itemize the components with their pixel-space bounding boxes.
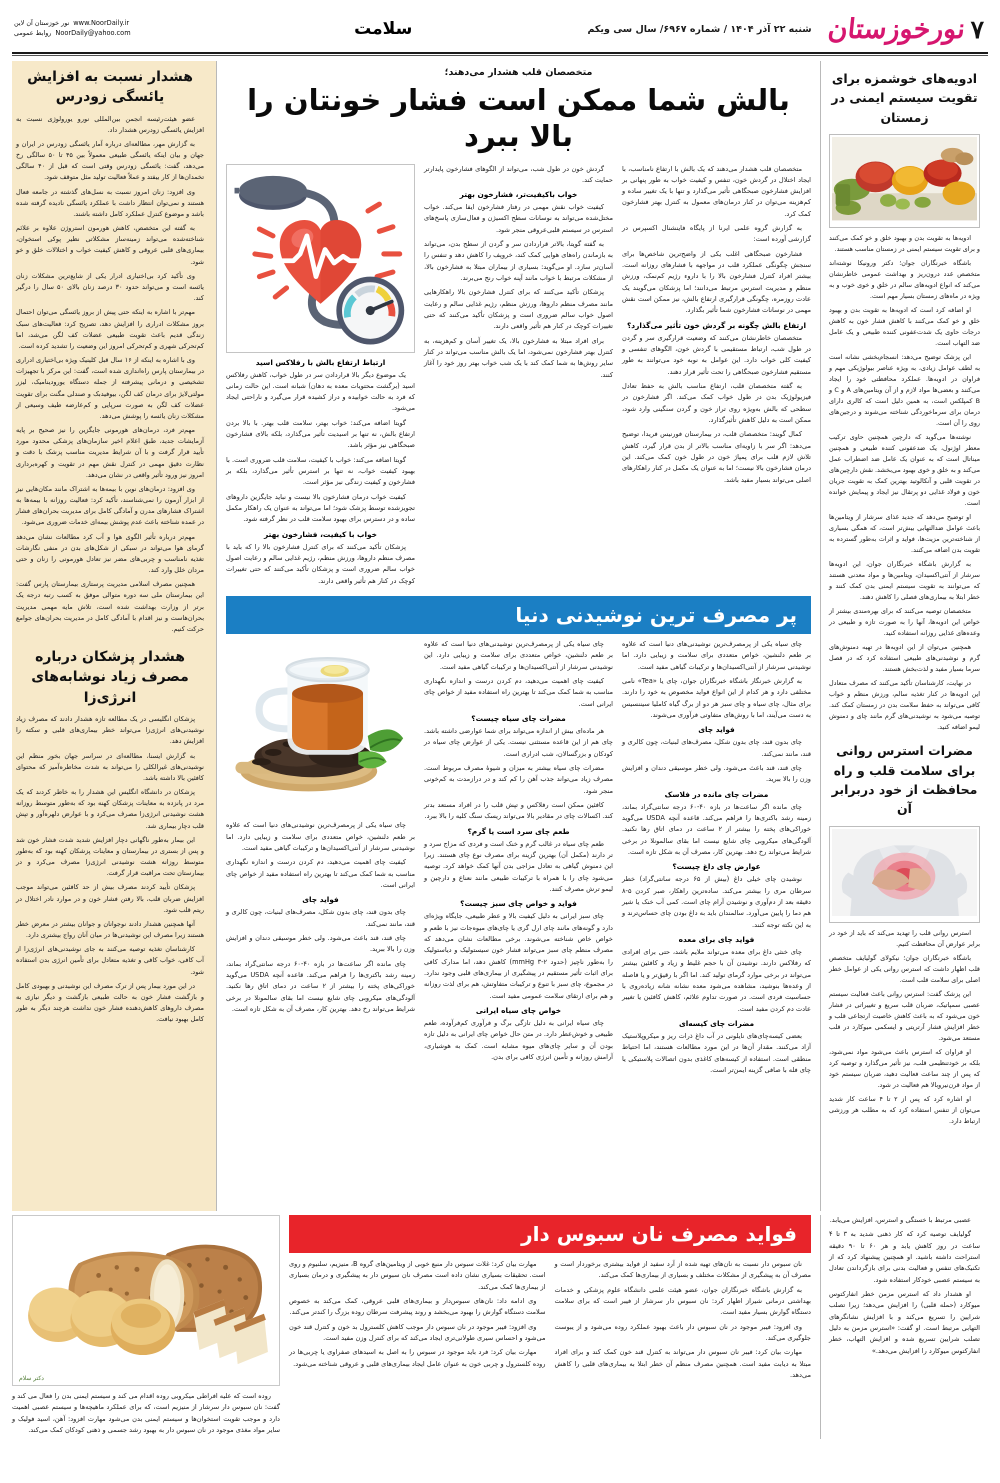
paragraph: پزشکان تأکید می‌کنند که برای کنترل فشارخون بالا راهکارهایی مانند مصرف منظم داروها، ورزش منظم، رژیم غذایی سالم و رعایت اصول خواب سالم ضروری است و پزشکان تأکید می‌کنند که حتی تغییرات کوچک در کنار هم تأثیر واقعی دارند.: [424, 288, 613, 331]
paragraph: نان سبوس دار نسبت به نان‌های تهیه شده از آرد سفید از فواید بیشتری برخوردار است و مصرف آن به پیشگیری از مشکلات مختلف و بسیاری از بیماری‌ها کمک می‌کند.: [554, 1260, 811, 1280]
paragraph: گویتا اضافه می‌کند: خواب بهتر، سلامت قلب بهتر. با بالا بردن ارتفاع بالش، نه تنها بر اسیدیت تأثیر می‌گذارد، بلکه بالای فشارخون صبحگاهی نیز مؤثر باشد.: [226, 418, 415, 450]
paragraph: به گزارش باشگاه خبرنگاران جوان، این ادویه‌ها سرشار از آنتی‌اکسیدان، ویتامین‌ها و مواد معدنی هستند که می‌توانند به تقویت سیستم ایمنی بدن کمک کنند و خطر ابتلا به بیماری‌های فصلی را کاهش دهند.: [829, 559, 980, 601]
subheading-tea-benefits-dup: فواید چای: [302, 895, 339, 905]
paragraph: نوشیدن چای خیلی داغ (بیش از ۶۵ درجه سانتی‌گراد) خطر سرطان مری را بیشتر می‌کند. ساده‌ترین راهکار، صبر کردن ۵-۸ دقیقه بعد از دم‌آوری و نوشیدن آرام چای است. کمی آب خنک یا شیر هم دما را پایین می‌آورد. سالمندان باید به داغ بودن چای حساس‌ترند و به این نکته توجه کنند.: [622, 875, 811, 929]
paragraph: چای بدون قند، چای بدون شکل، مصرف‌های لبنیات، چون کالری و قند، مانند نمی‌کند.: [226, 908, 415, 928]
paragraph: چای مانده اگر ساعت‌ها در بازه ۴۰-۶۰ درجه سانتی‌گراد بماند، زمینه رشد باکتری‌ها را فراهم می‌کند. قاعده آنچه USDA می‌گوید خوراکی‌های پخته را بیشتر از ۲ ساعت در دمای اتاق رها نکنید. آلودگی‌های میکروبی چای شایع نیست اما بقای سالمونلا در برخی شرایط می‌تواند رخ دهد. بهترین کار، مصرف آن به شکل تازه است.: [226, 959, 415, 1013]
paragraph: به گفته گویتا، بالاتر قراردادن سر و گردن از سطح بدن، می‌تواند به بازماندن راه‌های هوایی کمک کند، خروپف را کاهش دهد و تنفس را آسان‌تر سازد. او می‌گوید: بسیاری از بیماران مبتلا به فشارخون بالا، از مشکلات مرتبط با خواب مانند آپنه خواب رنج می‌برند.: [424, 240, 613, 283]
paragraph: یک موضوع دیگر بالا قراردادن سر در طول خواب، کاهش رفلاکس اسید (برگشت محتویات معده به دهان) شبانه است. این حالت زمانی که فرد به حالت خوابیده و دراز کشیده قرار می‌گیرد و ناراحتی ایجاد می‌شود.: [226, 370, 415, 413]
paragraph: این پزشک گفت: استرس روانی باعث فعالیت سیستم عصبی سمپاتیک، ضربان قلب سریع و تغییراتی در فشار خون می‌شود که به باعث کاهش خاصیت ارتجاعی قلب و خطر افزایش فشار آرتریتی و ایسکمی میوکارد در قلب مستعد می‌شود.: [829, 989, 980, 1042]
paragraph: این بیمار به‌طور ناگهانی دچار افزایش شدید شدت فشار خون شد و پس از بستری در بیمارستان و معاینات پزشکان کهنه بود که به‌طور متوسط روزانه هشت نوشیدنی انرژی‌زا مصرف می‌کرد و در بیمارستان تحت مراقبت قرار گرفت.: [16, 835, 204, 878]
sidebar-stress-body: [829, 928, 980, 1127]
website-label: نور خوزستان آن لاین: [14, 19, 70, 28]
paragraph: گولیایف توصیه کرد که کار ذهنی شدید به ۳ تا ۴ ساعت در روز کاهش یابد و هر ۶۰ تا ۹۰ دقیقه استراحت داشته باشید. او همچنین پیشنهاد کرد که از تکنیک‌های تنفس و فعالیت بدنی برای بازگرداندن تعادل به سیستم عصبی خودکار استفاده شود.: [829, 1230, 981, 1284]
masthead: [0, 0, 1000, 52]
tea-col-c: [226, 639, 415, 1079]
paragraph: استرس روانی قلب را تهدید می‌کند که باید از خود در برابر عوارض آن محافظت کنیم.: [829, 928, 980, 948]
main-column: [217, 61, 820, 1211]
bread-figure: [12, 1215, 280, 1386]
paragraph: باشگاه خبرنگاران جوان؛ دکتر ورونیکا نوشته‌اند متخصص غدد درون‌ریز و بهداشت عمومی خاطرنشان می‌کند که انواع ادویه‌های سالم در خلق و خوی خوب و به ویژه در ماه‌های زمستان بسیار مهم است.: [829, 258, 980, 300]
pr-label: روابط عمومی: [14, 29, 52, 37]
newspaper-logo: نورخوزستان: [825, 13, 967, 45]
paragraph: متخصصان قلب هشدار می‌دهند که یک بالش با ارتفاع نامناسب، با ایجاد اختلال در گردش خون، تنفس و کیفیت خواب به طور پنهانی بر افزایش فشارخون صبحگاهی تأثیر می‌گذارد و تنها با یک تغییر ساده و کم‌هزینه می‌توان در کنار درمان‌های معمول به کنترل بهتر فشارخون کمک کرد.: [622, 164, 811, 218]
bran-bread-image: [16, 1219, 276, 1370]
paragraph: باشگاه خبرنگاران جوان؛ نیکولای گولیایف متخصص قلب اظهار داشت که استرس روانی یکی از عوامل خطر اصلی برای سلامت قلب است.: [829, 953, 980, 984]
paragraph: مهارت بیان کرد: غلات سبوس دار منبع خوبی از ویتامین‌های گروه B، منیزیم، سلنیوم و روی است. تحقیقات بسیاری نشان داده است مصرف نان سبوس دار به پیشگیری و درمان بسیاری از بیماری‌ها کمک می‌کند.: [289, 1260, 546, 1291]
image-credit: دکتر سلام: [19, 1375, 44, 1383]
spices-figure: [829, 134, 980, 227]
main-col-left: [226, 164, 415, 591]
paragraph: گویتا اضافه می‌کند: خواب با کیفیت، سلامت قلب ضروری است. با بهبود کیفیت خواب، نه تنها بر استرس تأثیر می‌گذارد، بلکه بر فشارخون و کیفیت زندگی نیز مؤثر است.: [226, 455, 415, 487]
subheading-tea-stomach: فواید چای برای معده: [678, 934, 755, 944]
blood-pressure-figure: [226, 164, 415, 353]
paragraph: مهم‌تر فرد، درمان‌های هورمونی جایگزین را نیز صحیح بر پایه آزمایشات جدید، طبق اعلام اخیر سازمان‌های پزشکی محدود مورد تأیید قرار گرفت و با آن شرایط مدیریت مناسب پزشک با دقت و نظارت دقیق مهمی در کنترل نقش مهم در تقویت و کهره‌برداری امروز نیز ورود تأثیر واقعی در نشان می‌دهد.: [16, 426, 204, 479]
paragraph: همچنین می‌توان از این ادویه‌ها در تهیه دمنوش‌های گرم و نوشیدنی‌های طبیعی استفاده کرد که در فصل سرما بسیار مفید و لذت‌بخش هستند.: [829, 643, 980, 674]
paragraph: وی تأکید کرد بی‌اختیاری ادرار یکی از شایع‌ترین مشکلات زنان یائسه است و می‌تواند حدود ۳۰ درصد زنان بالای ۵۰ سال را درگیر کند.: [16, 271, 204, 303]
masthead-rule: [12, 52, 988, 54]
tea-banner-wrap: [226, 596, 811, 634]
paragraph: کمال گویند: متخصصان قلب، در بیمارستان فورنیس فریدا، توضیح می‌دهد: اگر سر با زاویه‌ای مناسب بالاتر از بدن قرار گیرد، کاهش تلاش لازم قلب برای پمپاژ خون در طول خون کمک می‌کند. این درمان فشارخون بالا نیست؛ اما به عنوان یک مکمل در کنار راهکارهای اصلی می‌تواند بسیار مفید باشد.: [622, 430, 811, 484]
paragraph: کیفیت خواب درمان فشارخون بالا نیست و نباید جایگزین داروهای تجویزشده توسط پزشک شود؛ اما می‌تواند به عنوان یک راهکار مکمل ساده و در دسترس برای بهبود سلامت قلب در نظر گرفته شود.: [226, 492, 415, 524]
email-row: [14, 29, 179, 39]
paragraph: چای سیاه یکی از پرمصرف‌ترین نوشیدنی‌های دنیا است که علاوه بر طعم دلنشین، خواص متعددی برای سلامت و زیبایی دارد. اما نوشیدنی سرشار از آنتی‌اکسیدان‌ها و ترکیبات گیاهی مفید است.: [622, 640, 811, 671]
paragraph: به گفته متخصصان قلب، ارتفاع مناسب بالش به حفظ تعادل فیزیولوژیک بدن در طول خواب کمک می‌کند. اگر فشارخون در سطحی که بالش به‌ویژه روی تراز خون و گردن سنگینی وارد شود، ممکن است به دلیل کاهش تأثیرگذارد.: [622, 382, 811, 425]
tea-col-b: [424, 639, 613, 1079]
bread-col-c: [555, 1259, 812, 1384]
paragraph: متخصصان خاطرنشان می‌کنند که وضعیت قرارگیری سر و گردن در طول شب، ارتباط مستقیمی با گردش خون، الگوهای تنفسی و کیفیت کلی خواب دارد. این عوامل به نوبه خود می‌توانند به طور مستقیم فشارخون صبحگاهی را تحت تأثیر قرار دهند.: [622, 333, 811, 376]
paragraph: به گزارش خبرنگار باشگاه خبرنگاران جوان، چای یا «Tea» نامی مختلفی دارد و هر کدام از این انواع فواید مخصوص به خود را دارند. برای مثال، چای سیاه و چای سبز هر دو از برگ گیاه کاملیا سیننسیس به دست می‌آیند، اما با روش‌های متفاوتی فرآوری می‌شوند.: [622, 677, 811, 720]
sidebar-headline-spices: ادویه‌های خوشمزه برای تقویت سیستم ایمنی در زمستان: [831, 71, 978, 125]
tea-figure: [226, 639, 415, 820]
paragraph: وی افزود: زنان امروز نسبت به نسل‌های گذشته در جامعه فعال هستند و نمی‌توان انتظار داشت با عملکرد یائسگی نادیده گرفته شده باشد و موضوع کنترل عملکرد کامل داشته باشند.: [16, 187, 204, 218]
paragraph: چای بدون قند، چای بدون شکل، مصرف‌های لبنیات، چون کالری و قند، مانند نمی‌کند.: [622, 738, 811, 758]
bread-article-columns: [289, 1259, 811, 1384]
sidebar-headline-stress: مضرات استرس روانی برای سلامت قلب و راه محافظت از خود دربرابر آن: [831, 743, 978, 817]
subheading-flask-tea: مضرات چای مانده در فلاسک: [664, 789, 769, 799]
bread-photo-block: [12, 1215, 280, 1439]
subheading-hot-tea: عوارض چای داغ چیست؟: [672, 862, 761, 872]
paragraph: همچنین مصرف اسلامی مدیریت پرستاری بیمارستان پارس گفت: این بیمارستان ملی سه دوره متوالی موفق به کسب رتبه درجه یک برتر از وزارت بهداشت شده است، تلاش مایه مهمی مدیریت بحران‌هاست و نیز اقدام با آمادگی کامل در مدیریت بحران‌های جوامع حرکت کنیم.: [16, 580, 204, 633]
paragraph: او اضافه کرد است که ادویه‌ها به تقویت بدن و بهبود خلق و خو کمک می‌کنند با کاهش فشار خون به کاهش درجات حاوی یک شدت‌عفونی کننده طبیعی و یک عامل ضد التهاب است.: [829, 305, 980, 347]
paragraph: در نهایت، کارشناسان تأکید می‌کنند که مصرف متعادل این ادویه‌ها در کنار تغذیه سالم، ورزش منظم و خواب کافی می‌تواند به حفظ سلامت بدن در زمستان کمک کند. توصیه می‌شود به نوشیدنی‌های گرم مانند چای و دمنوش لیمو اضافه کنید.: [829, 679, 980, 732]
paragraph: مهم‌تر با اشاره به اینکه حتی پیش از بروز یائسگی می‌توان احتمال بروز مشکلات ادراری را افزایش دهد، تصریح کرد: فعالیت‌های سبک زندگی قدیم باعث تقویت طبیعی عضلات کف لگن می‌شد، اما کم‌تحرکی شهری و کم‌تحرکی امروز این وضعیت را تشدید کرده است.: [16, 308, 204, 350]
article-kicker: متخصصان قلب هشدار می‌دهند؛: [444, 67, 593, 78]
left-headline-menopause: هشدار نسبت به افزایش یائسگی زودرس: [27, 69, 193, 106]
sidebar-spices-body: [829, 233, 980, 734]
paragraph: این پزشک توضیح می‌دهد: انسجام‌بخشی نشانه است به لطف عوامل زیادی، به ویژه عناصر بیولوژیکی مهم و فراوان در ادویه‌ها. عملکرد محافظتی خود را ایجاد می‌کنند و بعضی‌ها مواد لازم و از آن ویتامین‌های A و C و B کمپلکس است، به همین دلیل است که کالری دارای درمان برای سرماخوردگی شناخته می‌شوند و درجین‌های روی را آن است.: [829, 352, 980, 427]
stress-figure: [829, 826, 980, 923]
paragraph: به گزارش باشگاه خبرنگاران جوان، عضو هیئت علمی دانشگاه علوم پزشکی و خدمات بهداشتی درمانی شیراز اظهار کرد: نان سبوس دار سرشار از فیبر است که برای سلامت دستگاه گوارش بسیار مفید است.: [554, 1285, 811, 1317]
bread-article: [280, 1215, 820, 1439]
paragraph: چای خنثی داغ برای معده می‌تواند ملایم باشد، حتی برای افرادی که رفلاکس دارند. نوشیدن آن با حجم غلیظ و زیاد و کافئین بیشتر می‌تواند در برخی موارد گرمای تولید کند. اما اگر با رقیق‌تر و یا فاصله از وعده‌ها بنوشید، مشاهده می‌شود معده نشانه شانه زیاده‌روی با حساسیت فردی است. در صورت تداوم علائم، کاهش کافئین یا تغییر عادت دم کردن مفید است.: [622, 947, 811, 1013]
tea-col-a: [622, 639, 811, 1079]
paragraph: او هشدار داد که استرس مزمن خطر انفارکتوس میوکارد (حمله قلبی) را افزایش می‌دهد؛ زیرا تصلب شرایین را تسریع می‌کند و با افزایش نشانگرهای التهابی مرتبط است. او گفت: «استرس مزمن به دلیل تصلب شرایین تسریع شده و افزایش التهاب، خطر انفارکتوس میوکارد را افزایش می‌دهد.»: [829, 1289, 980, 1355]
paragraph: مهارت بیان کرد: فرد باید موجود در سبوس را به اصل به اسیدهای صفراوی یا چربی‌ها در روده کلسترول و چربی خون به عنوان عامل ایجاد بیماری‌های قلبی و عروقی شناخته می‌شود.: [289, 1348, 546, 1368]
paragraph: وی افزود: درمان‌های نوین با بیمه‌ها به اشتراک مانند مکان‌هایی نیز از ابزار آزمون را نمی‌شناسند، تأکید کرد: فعالیت روزانه با بیمه‌ها به اشتراک فشارهای مدرن و آمادگی کامل برای مدیریت بحران‌های فشار در عمده شناخته باعث عدم پوشش بیمه‌ای خدمات ضروری می‌شود.: [16, 484, 204, 527]
spices-image: [832, 137, 977, 220]
masthead-contact: [14, 19, 179, 39]
subheading-teabag-harms: مضرات چای کیسه‌ای: [678, 1018, 755, 1028]
bread-banner: فواید مصرف نان سبوس دار: [289, 1215, 811, 1253]
paragraph: مضرات چای سیاه بیشتر به میزان و شیوهٔ مصرف مربوط است. مصرف زیاد می‌تواند جذب آهن را کم کند و در درازمدت به کم‌خونی منجر شود.: [424, 764, 613, 795]
paragraph: چای سیاه یکی از پرمصرف‌ترین نوشیدنی‌های دنیا است که علاوه بر طعم دلنشین، خواص متعددی برای سلامت و زیبایی دارد. این نوشیدنی سرشار از آنتی‌اکسیدان‌ها و ترکیبات گیاهی مفید است.: [424, 640, 613, 671]
subheading-quality-sleep: خواب با کیفیت، فشارخون بهتر: [264, 529, 377, 539]
page-number: ۷: [970, 14, 984, 44]
paragraph: به گزارش ایسنا، مطالعه‌ای در سراسر جهان بخور منظم این نوشیدنی‌های غیرالکلی را می‌تواند به شدت مخاطره‌آمیز که محتوای کافئین بالا داشته باشد.: [16, 751, 204, 782]
paragraph: در این مورد بیمار پس از ترک مصرف این نوشیدنی و بهبودی کامل و بازگشت فشار خون به حالت طبیعی بازگشت و دیگر نیازی به مصرف داروهای کاهش‌دهنده فشار خون نداشت هرچند دیگر به طور کامل بهبود نیافت.: [16, 981, 204, 1024]
paragraph: وی ادامه داد: نان‌های سبوس‌دار و بیماری‌های قلبی عروقی، کمک می‌کند به خصوص سلامت دستگاه گوارش را بهبود می‌بخشد و روند پیشرفت سرطان روده بزرگ را کندتر می‌کند.: [289, 1296, 546, 1317]
paragraph: پزشکان در دانشگاه انگلیس این هشدار را به خاطر کردند که یک مرد در پانزده به معاینات پزشکان کهنه بود که به‌طور متوسط روزانه هشت نوشیدنی انرژی‌زا مصرف می‌کرد و با عوارض دلهره‌آور و تپش قلب دچار بیماری شد.: [16, 788, 204, 830]
left-headline-energy-drinks: هشدار پزشکان درباره مصرف زیاد نوشابه‌های انرژی‌زا: [31, 649, 189, 706]
paragraph: آنها همچنین هشدار دادند نوجوانان و جوانان بیشتر در معرض خطر هستند زیرا مصرف این نوشیدنی‌ها در میان آنان رواج بیشتری دارد.: [16, 919, 204, 940]
paragraph: او فراوان که استرس باعث می‌شود مواد نمی‌شود، بلکه بر خودتنظیمی قلب، نیز تأثیر می‌گذارد و توصیه کرد که پس از چند ساعت فعالیت دهید، ضربان سیستم خود از مواد قرن‌نیروبالا هم فعالیت در شود.: [829, 1047, 980, 1089]
bottom-section: [0, 1211, 1000, 1449]
paragraph: ادویه‌ها به تقویت بدن و بهبود خلق و خو کمک می‌کنند و برای تقویت سیستم ایمنی در زمستان مناسب هستند.: [829, 233, 980, 253]
paragraph: کیفیت چای اهمیت می‌دهید، دم کردن درست و اندازه نگهداری مناسب به شما کمک می‌کند تا بهترین راه استفاده مفید از خواص چای ایرانی است.: [226, 858, 415, 889]
paragraph: او توضیح می‌دهد که جدید غذای سرشار از ویتامین‌ها باعث عوامل ضدالتهابی بیش‌تر است، که همگی بسیاری از شناخته‌ترین مزیت‌ها، فواید و اثرات به‌طور گسترده به تقویت بدن اضافه می‌کنند.: [829, 512, 980, 554]
paragraph: گردش خون در طول شب، می‌تواند از الگوهای فشارخون پایدارتر حمایت کند.: [424, 164, 613, 184]
paragraph: عصبی مرتبط با خستگی و استرس، افزایش می‌یابد.: [829, 1216, 971, 1224]
paragraph: نوشته‌ها می‌گوید که دارچین همچنین حاوی ترکیب معطر اوژنول، یک ضدعفونی کننده طبیعی و همچنین میناتال است که به عنوان یک عامل ضد اضطراب عمل می‌کند و به خلق و خوی بهبود می‌بخشد. نقش دارچین‌های در تقویت قلبی و آنکالوتید بهترین کمک به تقویت جریان خون و فولاد غذایی دو پرتقال نیز ایجاد و پیمایش خوانده است.: [829, 432, 980, 507]
paragraph: چای سیاه یکی از پرمصرف‌ترین نوشیدنی‌های دنیا است که علاوه بر طعم دلنشین، خواص متعددی برای سلامت و زیبایی دارد. اما نوشیدنی سرشار از آنتی‌اکسیدان‌ها و ترکیبات گیاهی مفید است.: [226, 821, 415, 852]
paragraph: روده است که علیه افراطی میکروبی روده اقدام می کند و سیستم ایمنی بدن را فعال می کند و گفت: نان سبوس دار سرشار از منیزیم است، که برای عملکرد ماهیچه‌ها و سیستم عصبی اهمیت دارد و موجب تقویت استخوان‌ها و سیستم ایمنی بدن می‌شود مهارت افزود: آهن، اسید فولیک و سایر مواد مغذی موجود در نان سبوس دار به بهبود رشد جسمی و ذهنی کودکان کمک می‌کند.: [12, 1392, 280, 1435]
paragraph: کیفیت خواب نقش مهمی در رفتار فشارخون ایفا می‌کند. خواب مختل‌شده می‌تواند به نوسانات سطح اکسیژن و فعال‌سازی پاسخ‌های استرس در سیستم قلبی‌عروقی منجر شود.: [424, 203, 613, 234]
paragraph: کیفیت چای اهمیت می‌دهید، دم کردن درست و اندازه نگهداری مناسب به شما کمک می‌کند تا بهترین راه استفاده مفید از خواص چای ایرانی است.: [424, 677, 613, 708]
paragraph: عضو هیئت‌رئیسه انجمن بین‌المللی نورو یورولوژی نسبت به افزایش یائسگی زودرس هشدار داد.: [16, 114, 204, 134]
main-article-columns: [226, 164, 811, 591]
heart-bp-monitor-image: [230, 168, 411, 349]
paragraph: چای سیاه ایرانی به دلیل تازگی برگ و فرآوری کم‌فرآوده، طعم طبیعی و خوش‌عطر دارد. در متن حال خواص چای ایرانی به دلیل تازه بودن آن و سایر چای‌های میوه مشابه است. کمک به هوشیاری، آرامش روزانه و تأمین انرژی کافی برای بدن.: [424, 1018, 613, 1061]
masthead-brand: [587, 13, 986, 45]
paragraph: به گفته این متخصص، کاهش هورمون استروژن علاوه بر علائم شناخته‌شده می‌تواند زمینه‌ساز مشکلاتی نظیر پوکی استخوان، بیماری‌های قلبی عروقی و کاهش کیفیت خواب و اختلالات خلق و خو شود.: [16, 224, 204, 266]
paragraph: برای افراد مبتلا به فشارخون بالا، یک تغییر آسان و کم‌هزینه، به کنترل بهتر فشارخون نمی‌شود، اما یک بالش مناسب می‌تواند در کنار سایر روش‌ها به شما کمک کند با یک شب خواب بهتر روز خود را آغاز کنند.: [424, 336, 613, 379]
paragraph: متخصصان توصیه می‌کنند که برای بهره‌مندی بیشتر از خواص این ادویه‌ها، آنها را به صورت تازه و طبیعی در وعده‌های غذایی روزانه استفاده کنید.: [829, 607, 980, 638]
subheading-green-tea: فواید و خواص چای سبز چیست؟: [460, 899, 577, 909]
paragraph: وی افزود: فیبر موجود در نان سبوس دار موجب کاهش کلسترول بد خون و کنترل قند خون می‌شود و احساس سیری طولانی‌تری ایجاد می‌کند که برای کنترل وزن مفید است.: [289, 1322, 546, 1342]
paragraph: به گزارش مهر، مطالعه‌ای درباره آمار یائسگی زودرس در ایران و جهان و بیان اینکه یائسگی طبیعی معمولاً بین ۴۵ تا ۵۰ سالگی رخ می‌دهد، گفت: یائسگی زودرس وقتی است که قبل از ۴۰ سالگی تخمدان‌ها از کار بیفتد و عملاً فعالیت تولید مثل متوقف شود.: [16, 139, 205, 182]
paragraph: وی با اشاره به اینکه از ۱۶ سال قبل کلینیک ویژه بی‌اختیاری ادراری در بیمارستان پارس راه‌اندازی شده است، گفت: این مرکز با تجهیزات تشخیصی و درمانی پیشرفته از جمله دستگاه یورودینامیک، لیزر مولتی‌لایژ برای درمان کف لگن، بیوفیدبک و صندلی مگنت برای تقویت عضلات کف لگن به صورت سرپایی و کم‌عارضه طیف وسیعی از مشکلات زنان یائسه را پوشش می‌دهد.: [16, 356, 204, 420]
paragraph: پزشکان انگلیسی در یک مطالعه تازه هشدار دادند که مصرف زیاد نوشیدنی‌های انرژی‌زا می‌تواند خطر بیماری‌های قلبی و سکته را افزایش دهد.: [16, 715, 204, 746]
sidebar-column: [820, 61, 988, 1211]
subheading-iranian-tea: خواص چای سیاه ایرانی: [475, 1005, 562, 1015]
paragraph: هر ماده‌ای بیش از اندازه می‌تواند برای شما عوارضی داشته باشد. چای هم از این قاعده مستثنی نیست. یکی از عوارض چای سیاه در کودکان و بزرگسالان، شب ادراری است.: [424, 727, 613, 758]
bottom-sidebar: [820, 1215, 988, 1439]
paragraph: کارشناسان تغذیه توصیه می‌کنند به جای نوشیدنی‌های انرژی‌زا از آب کافی، خواب کافی و تغذیه متعادل برای تأمین انرژی بدن استفاده شود.: [16, 945, 204, 976]
paragraph: مهم‌تر درباره تأثیر الگوی هوا و آب کرد مطالعات نشان می‌دهد گرمای هوا می‌تواند در سبکی از شکل‌های بدن در منفی نگارشات تغذیه نامناسب و چربی‌های مضر نیز تعادل هورمونی را زنان و حتی مردان خلل وارد کند.: [16, 532, 204, 575]
subheading-black-tea-harms: مضرات چای سیاه چیست؟: [471, 714, 566, 724]
paragraph: وی افزود: فیبر موجود در نان سبوس دار باعث بهبود عملکرد روده می‌شود و از یبوست جلوگیری می‌کند.: [554, 1322, 811, 1342]
paragraph: به گزارش گروه علمی ایرنا از پایگاه فاینشنال اکسپرس در گزارشی آورده است:: [622, 224, 811, 244]
tea-cup-image: [226, 639, 415, 816]
subheading-better-sleep: خواب باکیفیت‌تر، فشارخون بهتر: [459, 190, 578, 200]
subheading-tea-temperature: طعم چای سرد است یا گرم؟: [467, 826, 570, 836]
paragraph: طعم چای سیاه در غالب گرم و خنک است و فردی که مزاج سرد و تر دارند (مکمل آن) بهترین گزینه برای مصرف نوع چای هستند. زیرا این دمنوش گیاهی به تعادل مزاجی بدن آنها کمک خواهد کرد. توصیه می‌شود چای را با همراه با ترکیبات طبیعی مانند نعناع و دارچین و لیمو ترش مصرف کنند.: [424, 839, 613, 893]
paragraph: چای سبز ایرانی به دلیل کیفیت بالا و عطر طبیعی، جایگاه ویژه‌ای دارد و گونه‌های مانند چای ارل گری یا چای‌های میوه‌جات نیز با طعم و خواص خاص شناخته می‌شوند. برخی مطالعات نشان می‌دهد که مصرف منظم چای سبز می‌تواند فشار خون سیستولیک و دیاستولیک را به‌طور ناچیز (حدود ۲-۳ mmHg) کاهش دهد، اما مدارک کافی برای اثبات تأثیر مستقیم در پیشگیری از بیماری‌های قلبی وجود ندارد. در مجموع، چای سبز با تنوع و ترکیبات متفاوتش، هم برای لذت روزانه و هم برای ارتقای سلامت عمومی مفید است.: [424, 912, 613, 1000]
paragraph: بعضی کیسه‌چای‌های نایلونی در آب داغ ذرات ریز و میکروپلاستیک آزاد می‌کنند. مقدار آن‌ها در این مورد مطالعات هستند، اما احتیاط منطقی است. استفاده از کیسه‌های کاغذی بدون اتصالات پلاستیکی یا چای فله با صافی گزینه ایمن‌تر است.: [622, 1031, 811, 1074]
subheading-tea-benefits: فواید چای: [698, 725, 735, 735]
main-col-mid: [424, 164, 613, 591]
paragraph: پزشکان تأیید کردند مصرف بیش از حد کافئین می‌تواند موجب افزایش ضربان قلب، بالا رفتن فشار خون و در موارد نادر اختلال در ریتم قلب شود.: [16, 883, 204, 914]
left-column: [12, 61, 217, 1211]
main-col-right: [622, 164, 811, 591]
website-url[interactable]: www.NoorDaily.ir: [73, 19, 130, 28]
paragraph: پزشکان تأکید می‌کنند که برای کنترل فشارخون بالا را که باید با مصرف منظم داروها، ورزش منظم، رژیم غذایی سالم و رعایت اصول خواب سالم ضروری است و پزشکان تأکید می‌کنند که حتی تغییرات کوچک در کنار هم تأثیر واقعی دارند.: [226, 542, 415, 585]
email-address[interactable]: NoorDaily@yahoo.com: [55, 29, 131, 37]
chest-pain-image: [832, 829, 977, 916]
paragraph: فشارخون صبحگاهی اغلب یکی از واضح‌ترین شاخص‌ها برای سنجش چگونگی عملکرد قلب در مواجهه با فشارهای روزانه است. بیشتر افراد کنترل فشارخون بالا را با داروء رژیم کم‌نمک، ورزش منظم و مدیریت استرس مرتبط می‌دانند؛ اما پزشکان می‌گویند یک عادت روزمره، چگونگی قرارگیری ارتفاع بالش، نیز ممکن است نقش مهمی در نوسانات فشارخون شما تأثیر بگذارد.: [622, 249, 811, 315]
subheading-pillow-height: ارتفاع بالش چگونه بر گردش خون تأثیر می‌گذارد؟: [627, 320, 806, 330]
main-headline: بالش شما ممکن است فشار خونتان را بالا ببرد: [247, 83, 790, 154]
bread-col-b: [289, 1259, 546, 1384]
tea-banner: پر مصرف ترین نوشیدنی دنیا: [226, 596, 811, 634]
body-grid: [0, 56, 1000, 1211]
paragraph: چای قند، قند باعث می‌شود. ولی خطر موسیقی دندان و افزایش وزن را بالا ببرید.: [622, 764, 811, 784]
subheading-reflux: ارتباط ارتفاع بالش با رفلاکس اسید: [255, 357, 386, 367]
paragraph: کافئین ممکن است رفلاکس و تپش قلب را در افراد مستعد بدتر کند. اکسالات چای در مقادیر بالا می‌تواند ریسک سنگ کلیه را بالا ببرد.: [424, 801, 613, 821]
website-row: [14, 19, 179, 29]
section-title: سلامت: [354, 19, 413, 39]
paragraph: چای مانده اگر ساعت‌ها در بازه ۴۰-۶۰ درجه سانتی‌گراد بماند، زمینه رشد باکتری‌ها را فراهم می‌کند. قاعده آنچه USDA می‌گوید خوراکی‌های پخته را بیشتر از ۲ ساعت در دمای اتاق رها نکنید. آلودگی‌های میکروبی چای شایع نیست اما بقای سالمونلا در برخی شرایط می‌تواند رخ دهد. بهترین کار، مصرف آن به شکل تازه است.: [622, 802, 811, 856]
paragraph: چای قند، قند باعث می‌شود. ولی خطر موسیقی دندان و افزایش وزن را بالا ببرید.: [226, 933, 415, 954]
paragraph: مهارت بیان کرد: فیبر نان سبوس دار می‌تواند به کنترل قند خون کمک کند و برای افراد مبتلا به دیابت مفید است. همچنین مصرف منظم آن خطر ابتلا به بیماری‌های قلبی را کاهش می‌دهد.: [554, 1348, 811, 1379]
paragraph: او اشاره کرد که پس از ۲ تا ۴ ساعت کار شدید می‌توان از تنفس استفاده کرد که به مطلب هر ورزشی ارتباط دارد.: [829, 1094, 980, 1125]
tea-article-columns: [226, 639, 811, 1079]
dateline: شنبه ۲۲ آذر ۱۴۰۴ / شماره ۶۹۶۷/ سال سی ویکم: [587, 23, 812, 35]
